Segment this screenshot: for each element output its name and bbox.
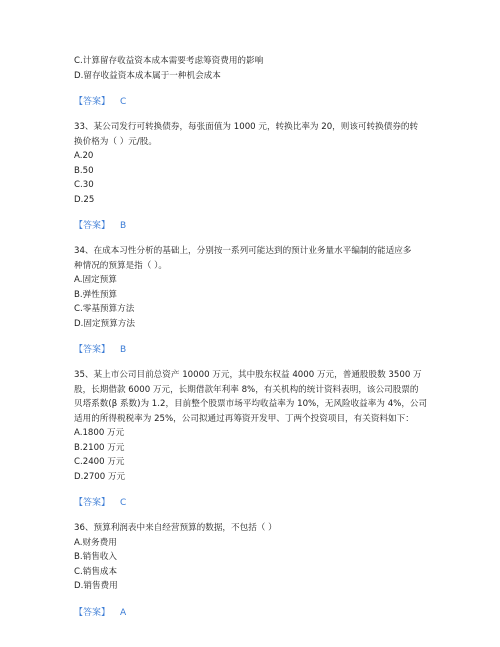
option-a: A.1800 万元 — [74, 428, 125, 438]
option-b: B.销售收入 — [74, 552, 118, 562]
answer-row — [74, 95, 434, 109]
question-34 — [74, 244, 434, 368]
question-text: 种情况的预算是指（ ）。 — [74, 260, 167, 271]
question-text: 贝塔系数(β 系数)为 1.2，目前整个股票市场平均收益率为 10%，无风险收益率为 4%，公司 — [74, 399, 428, 409]
option-d: D.固定预算方法 — [74, 318, 135, 329]
option-a: A.财务费用 — [74, 537, 117, 548]
answer-value: C — [120, 498, 127, 508]
option-c: C.零基预算方法 — [74, 304, 135, 314]
answer-label: 【答案】 — [74, 221, 111, 231]
question-text: 换价格为（ ）元/股。 — [74, 136, 157, 147]
option-a: A.固定预算 — [74, 275, 117, 285]
question-text: 36、预算利润表中来自经营预算的数据，不包括（ ） — [74, 523, 277, 533]
answer-row — [74, 496, 434, 510]
answer-value: C — [120, 97, 127, 107]
question-text: 35、某上市公司目前总资产 10000 万元，其中股东权益 4000 万元，普通股股数 3500 万 — [74, 370, 422, 380]
question-35 — [74, 368, 434, 521]
answer-label: 【答案】 — [74, 498, 111, 508]
answer-label: 【答案】 — [74, 97, 111, 107]
option-d: D.2700 万元 — [74, 471, 126, 482]
prev-question-tail — [74, 54, 434, 120]
answer-label: 【答案】 — [74, 345, 111, 355]
answer-row — [74, 219, 434, 233]
option-b: B.50 — [74, 165, 94, 176]
answer-value: B — [120, 345, 127, 355]
question-text: 34、在成本习性分析的基础上，分别按一系列可能达到的预计业务量水平编制的能适应多 — [74, 246, 412, 256]
question-text: 33、某公司发行可转换债券，每张面值为 1000 元，转换比率为 20，则该可转换债券的转 — [74, 122, 419, 132]
option-a: A.20 — [74, 151, 94, 161]
option-c: C.2400 万元 — [74, 457, 125, 467]
option-d: D.留存收益资本成本属于一种机会成本 — [74, 70, 221, 81]
question-33 — [74, 120, 434, 244]
option-b: B.2100 万元 — [74, 442, 125, 453]
answer-row — [74, 606, 434, 620]
question-36 — [74, 521, 434, 620]
option-b: B.弹性预算 — [74, 289, 118, 300]
answer-label: 【答案】 — [74, 607, 111, 618]
option-c: C.销售成本 — [74, 566, 118, 577]
question-text: 适用的所得税税率为 25%，公司拟通过再筹资开发甲、丁两个投资项目，有关资料如下： — [74, 413, 414, 424]
question-text: 股，长期借款 6000 万元，长期借款年利率 8%，有关机构的统计资料表明，该公司股票的 — [74, 384, 419, 395]
option-c: C.30 — [74, 180, 94, 190]
answer-row — [74, 343, 434, 357]
answer-value: B — [120, 221, 127, 231]
option-d: D.25 — [74, 194, 95, 205]
option-c: C.计算留存收益资本成本需要考虑筹资费用的影响 — [74, 56, 264, 66]
answer-value: A — [120, 607, 127, 618]
exam-page — [74, 54, 434, 620]
option-d: D.销售费用 — [74, 581, 118, 591]
